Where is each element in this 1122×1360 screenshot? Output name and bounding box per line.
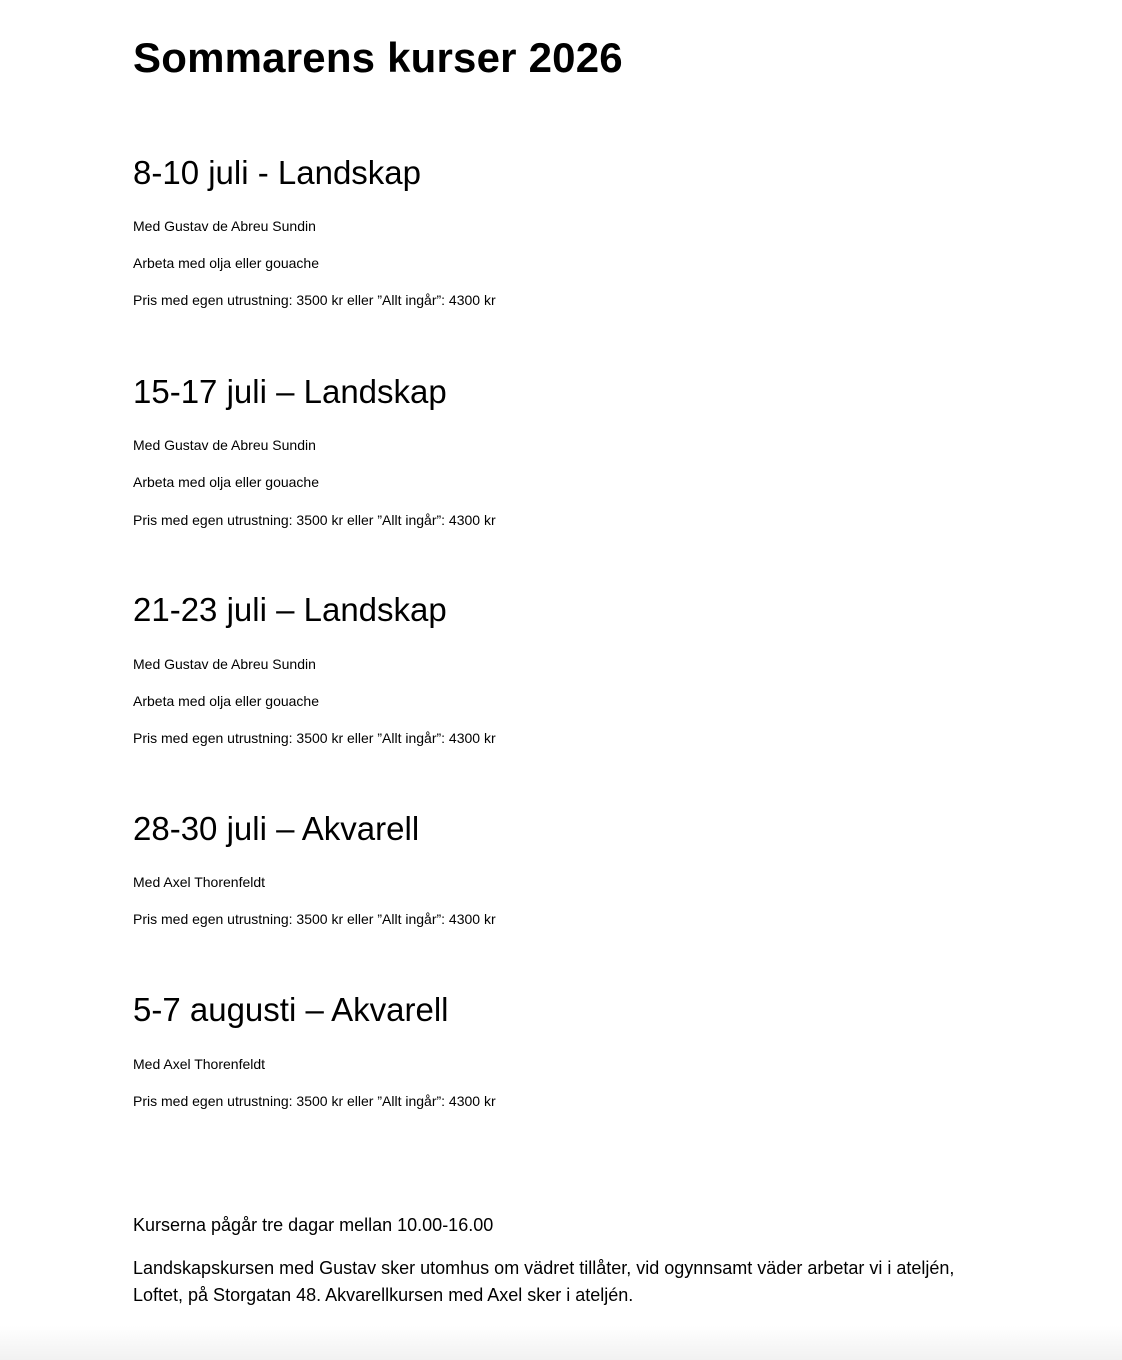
- course-teacher: Med Axel Thorenfeldt: [133, 874, 266, 890]
- course-section-2: [133, 372, 1003, 528]
- course-heading: 5-7 augusti – Akvarell: [133, 991, 449, 1028]
- course-price: Pris med egen utrustning: 3500 kr eller ”Allt ingår”: 4300 kr: [133, 512, 496, 528]
- course-section-5: [133, 990, 1003, 1109]
- course-section-4: [133, 809, 1003, 927]
- course-price: Pris med egen utrustning: 3500 kr eller ”Allt ingår”: 4300 kr: [133, 1093, 496, 1109]
- page-title: Sommarens kurser 2026: [133, 34, 623, 81]
- course-section-1: [133, 153, 1003, 308]
- course-heading: 8-10 juli - Landskap: [133, 154, 422, 191]
- course-price: Pris med egen utrustning: 3500 kr eller ”Allt ingår”: 4300 kr: [133, 292, 496, 308]
- course-heading: 21-23 juli – Landskap: [133, 591, 447, 628]
- course-teacher: Med Axel Thorenfeldt: [133, 1056, 266, 1072]
- location-paragraph: Landskapskursen med Gustav sker utomhus om vädret tillåter, vid ogynnsamt väder arbetar vi i ateljén, Loftet, på Storgatan 48. Akvarellkursen med Axel sker i ateljén.: [133, 1258, 955, 1305]
- course-price: Pris med egen utrustning: 3500 kr eller ”Allt ingår”: 4300 kr: [133, 730, 496, 746]
- course-medium: Arbeta med olja eller gouache: [133, 693, 320, 709]
- schedule-paragraph: Kurserna pågår tre dagar mellan 10.00-16.00: [133, 1215, 494, 1235]
- course-teacher: Med Gustav de Abreu Sundin: [133, 437, 316, 453]
- course-teacher: Med Gustav de Abreu Sundin: [133, 656, 316, 672]
- course-section-3: [133, 590, 1003, 746]
- course-medium: Arbeta med olja eller gouache: [133, 255, 320, 271]
- course-price: Pris med egen utrustning: 3500 kr eller ”Allt ingår”: 4300 kr: [133, 911, 496, 927]
- page-bottom-fade: [0, 1326, 1122, 1360]
- course-medium: Arbeta med olja eller gouache: [133, 474, 320, 490]
- course-heading: 15-17 juli – Landskap: [133, 373, 447, 410]
- course-heading: 28-30 juli – Akvarell: [133, 810, 420, 847]
- course-teacher: Med Gustav de Abreu Sundin: [133, 218, 316, 234]
